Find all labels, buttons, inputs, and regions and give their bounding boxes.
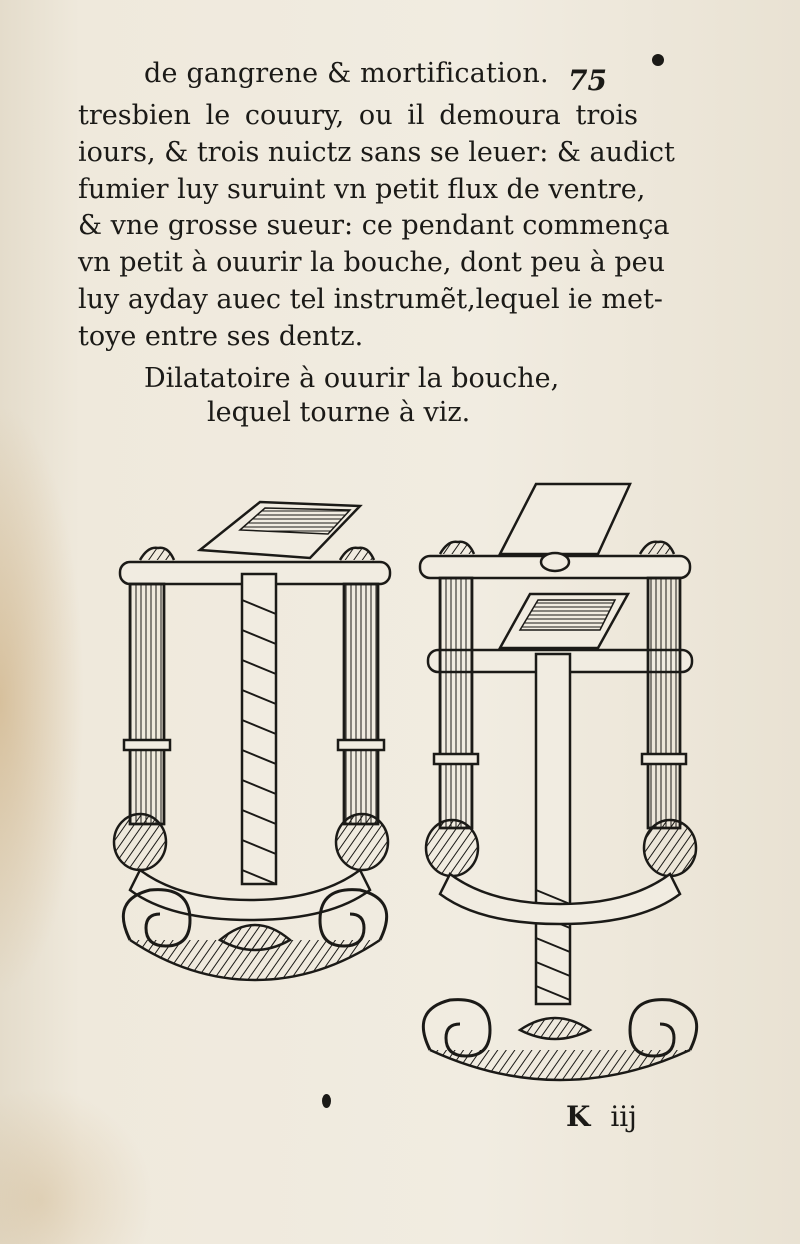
ink-spot — [322, 1094, 331, 1108]
caption-line: Dilatatoire à ouurir la bouche, — [144, 363, 560, 394]
signature-letter: K — [566, 1100, 591, 1133]
dilator-woodcut — [100, 470, 710, 1090]
text-line: vn petit à ouurir la bouche, dont peu à peu — [78, 247, 665, 279]
text-line: luy ayday auec tel instrumẽt,lequel ie met- — [78, 283, 663, 315]
signature-number: iij — [610, 1100, 637, 1133]
text-line: toye entre ses dentz. — [78, 320, 364, 352]
caption-line: lequel tourne à viz. — [207, 397, 471, 428]
left-dilator — [114, 502, 390, 980]
text-line: fumier luy suruint vn petit flux de ventre, — [78, 173, 646, 205]
signature-mark — [566, 1100, 637, 1133]
text-line: iours, & trois nuictz sans se leuer: & audict — [78, 136, 675, 168]
page-number: 75 — [568, 64, 607, 97]
page-header — [0, 56, 800, 96]
text-line: tresbien le couury, ou il demoura trois — [78, 100, 638, 131]
right-dilator — [420, 484, 697, 1080]
text-line: & vne grosse sueur: ce pendant commença — [78, 210, 670, 242]
body-text — [78, 98, 675, 356]
running-head: de gangrene & mortification. — [144, 58, 549, 89]
